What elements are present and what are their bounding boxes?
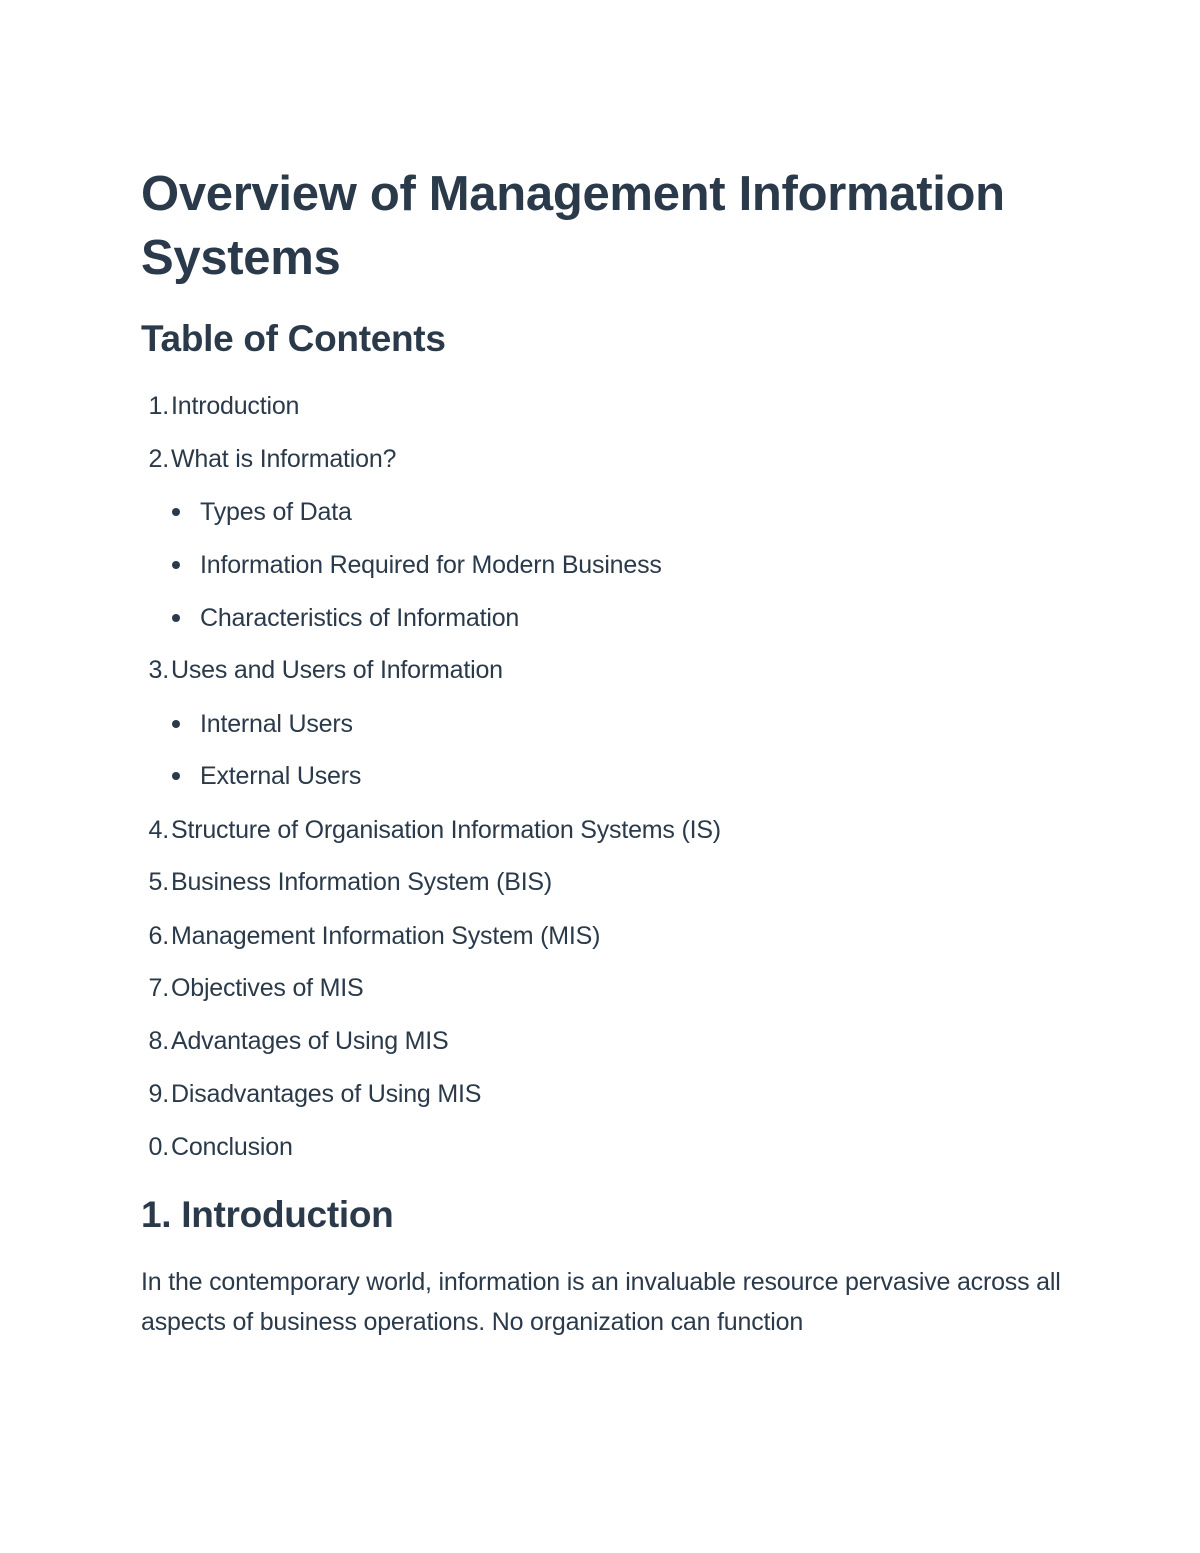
toc-item [148, 918, 601, 954]
bullet-icon [172, 508, 180, 516]
toc-item-label: Introduction [171, 392, 300, 420]
toc-item-label: Objectives of MIS [171, 974, 364, 1002]
toc-item [148, 388, 300, 424]
toc-item-number: 6. [148, 922, 169, 950]
toc-subitem [200, 758, 361, 794]
toc-item-label: Structure of Organisation Information Systems (IS) [171, 816, 721, 844]
toc-subitem [200, 494, 352, 530]
toc-item-label: Management Information System (MIS) [171, 922, 601, 950]
toc-subitem [200, 547, 662, 583]
toc-subitem-label: Internal Users [200, 710, 353, 738]
section-heading-introduction: 1. Introduction [141, 1194, 394, 1235]
toc-item-number: 3. [148, 656, 169, 684]
toc-item-label: What is Information? [171, 445, 397, 473]
toc-item-number: 7. [148, 974, 169, 1002]
document-title: Overview of Management Information Systems [141, 167, 1005, 285]
toc-item-label: Disadvantages of Using MIS [171, 1080, 482, 1108]
toc-item [148, 812, 721, 848]
toc-item [148, 864, 553, 900]
toc-subitem-label: Types of Data [200, 498, 352, 526]
toc-item-label: Business Information System (BIS) [171, 868, 553, 896]
toc-item [148, 970, 364, 1006]
bullet-icon [172, 561, 180, 569]
toc-item-label: Conclusion [171, 1133, 293, 1161]
toc-item [148, 1076, 482, 1112]
toc-subitem [200, 600, 519, 636]
toc-subitem-label: External Users [200, 762, 362, 790]
toc-item-number: 1. [148, 392, 169, 420]
bullet-icon [172, 772, 180, 780]
toc-item-label: Uses and Users of Information [171, 656, 503, 684]
toc-item-number: 9. [148, 1080, 169, 1108]
toc-heading: Table of Contents [141, 318, 446, 359]
toc-subitem-label: Information Required for Modern Business [200, 551, 662, 579]
bullet-icon [172, 720, 180, 728]
toc-item-number: 4. [148, 816, 169, 844]
toc-item [148, 1129, 293, 1165]
toc-item-number: 5. [148, 868, 169, 896]
introduction-paragraph: In the contemporary world, information is an invaluable resource pervasive across all aspects of business operations. No organization can function [141, 1268, 1061, 1336]
toc-item-number: 8. [148, 1027, 169, 1055]
toc-item-label: Advantages of Using MIS [171, 1027, 449, 1055]
toc-item-number: 0. [148, 1133, 169, 1161]
toc-subitem [200, 706, 353, 742]
toc-item [148, 652, 503, 688]
toc-subitem-label: Characteristics of Information [200, 604, 520, 632]
bullet-icon [172, 614, 180, 622]
toc-item [148, 441, 397, 477]
toc-item-number: 2. [148, 445, 169, 473]
toc-item [148, 1023, 449, 1059]
